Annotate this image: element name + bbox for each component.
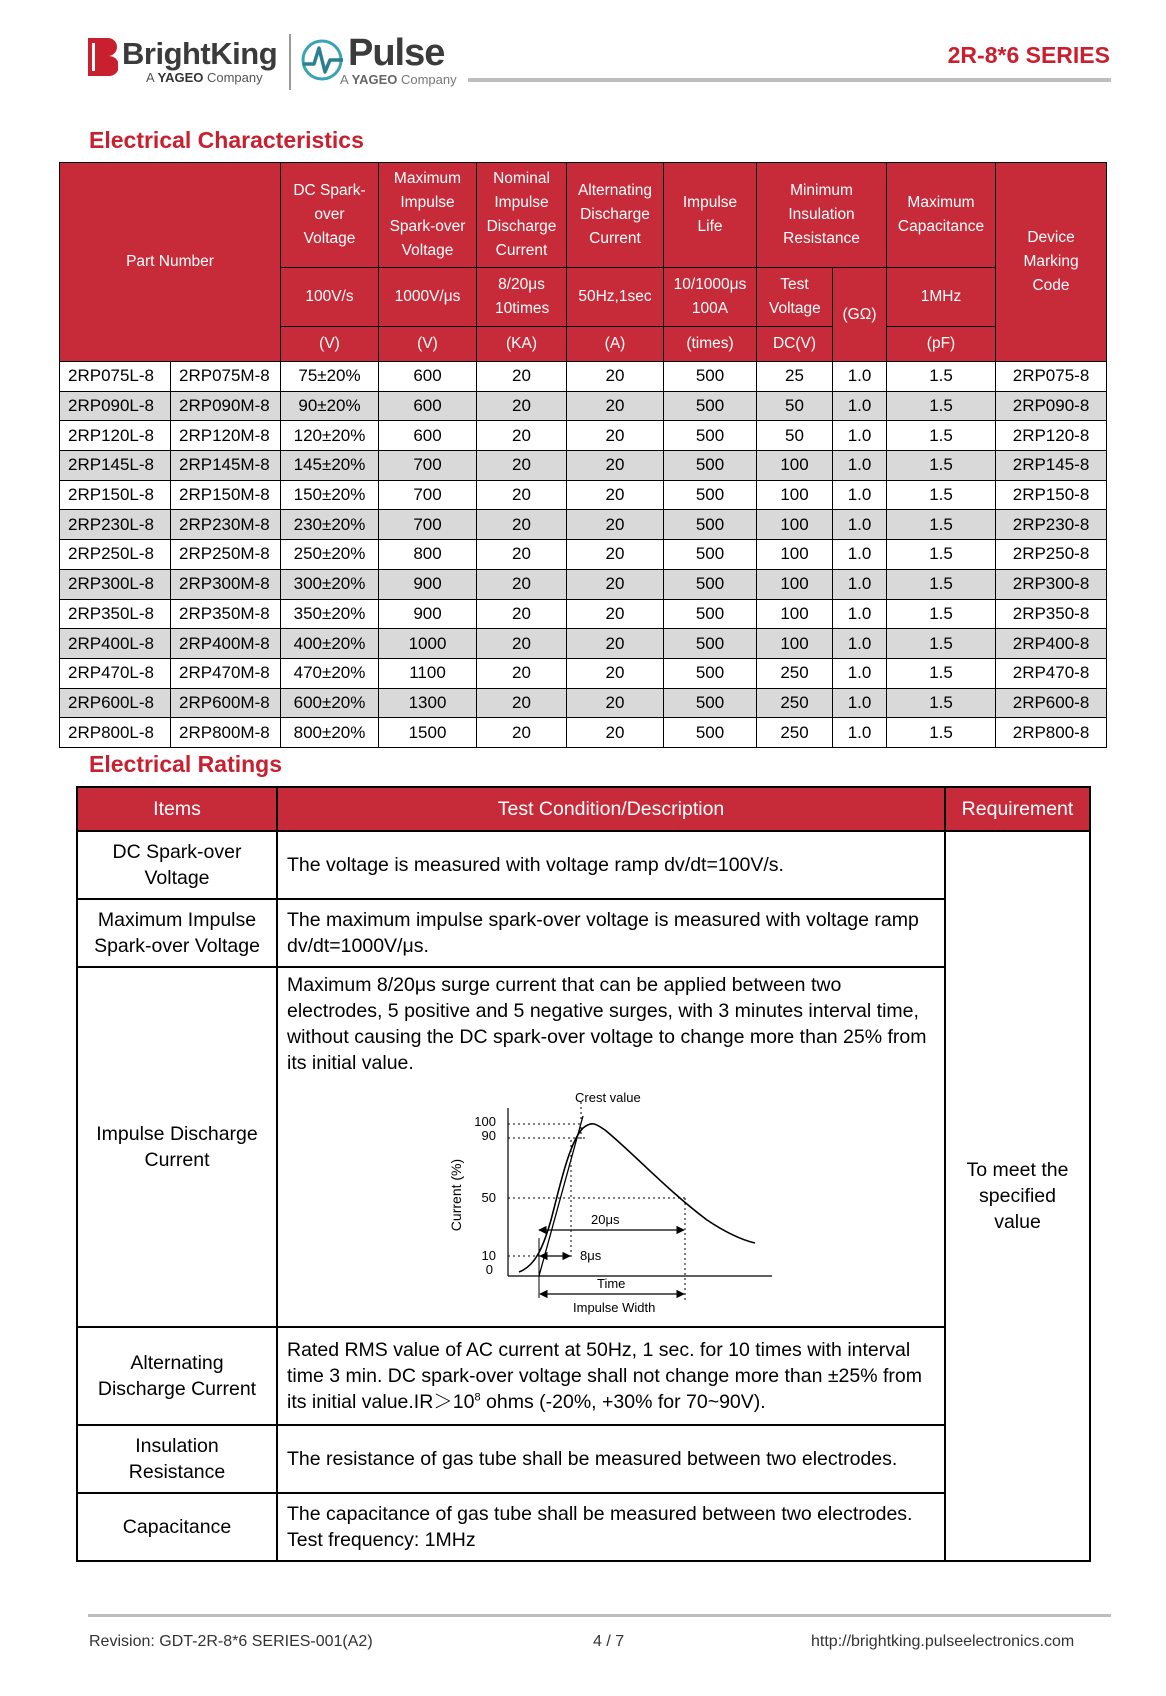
cell-max-impulse: 700 [379,451,477,481]
ratings-table [76,786,1091,1562]
cell-alternating: 20 [567,391,664,421]
cell-part-l: 2RP350L-8 [60,599,171,629]
cell-capacitance: 1.5 [887,480,996,510]
cell-max-impulse: 800 [379,540,477,570]
cell-dc-sparkover: 250±20% [281,540,379,570]
cell-part-l: 2RP150L-8 [60,480,171,510]
cell-part-l: 2RP400L-8 [60,629,171,659]
cell-test-voltage: 100 [757,480,833,510]
crest-label: Crest value [575,1090,641,1105]
tick-100: 100 [474,1114,496,1129]
cell-test-voltage: 250 [757,658,833,688]
cell-alternating: 20 [567,480,664,510]
cell-max-impulse: 600 [379,362,477,392]
cell-impulse-life: 500 [664,480,757,510]
cell-impulse-life: 500 [664,569,757,599]
table-row [60,718,1107,748]
cell-test-voltage: 100 [757,629,833,659]
table-row [60,688,1107,718]
cell-part-l: 2RP300L-8 [60,569,171,599]
cell-impulse-life: 500 [664,362,757,392]
table-row [60,391,1107,421]
logo-separator [289,34,291,90]
desc-dc-sparkover: The voltage is measured with voltage ramp dv/dt=100V/s. [277,831,945,899]
cell-part-l: 2RP470L-8 [60,658,171,688]
cell-nominal-impulse: 20 [477,451,567,481]
rating-row-alternating [77,1327,1090,1425]
cell-impulse-life: 500 [664,391,757,421]
desc-insulation: The resistance of gas tube shall be measured between two electrodes. [277,1425,945,1493]
min-insulation-header: Minimum Insulation Resistance [757,163,887,268]
item-alternating: Alternating Discharge Current [77,1327,277,1425]
cell-max-impulse: 900 [379,569,477,599]
cell-max-impulse: 1300 [379,688,477,718]
cell-impulse-life: 500 [664,451,757,481]
cell-max-impulse: 900 [379,599,477,629]
cell-capacitance: 1.5 [887,421,996,451]
brightking-logo [88,36,288,88]
cell-impulse-life: 500 [664,658,757,688]
cell-marking: 2RP145-8 [996,451,1107,481]
characteristics-table [59,162,1107,748]
table-row [60,658,1107,688]
series-title: 2R-8*6 SERIES [947,42,1110,68]
cell-alternating: 20 [567,510,664,540]
cell-marking: 2RP250-8 [996,540,1107,570]
characteristics-body [60,362,1107,748]
tick-50: 50 [481,1190,496,1205]
cond-cap: 1MHz [887,268,996,327]
cell-test-voltage: 250 [757,718,833,748]
unit-dc: (V) [281,327,379,362]
cell-insulation: 1.0 [833,629,887,659]
cell-marking: 2RP230-8 [996,510,1107,540]
cell-alternating: 20 [567,362,664,392]
cell-part-m: 2RP300M-8 [171,569,281,599]
cell-part-m: 2RP230M-8 [171,510,281,540]
items-header: Items [77,787,277,831]
test-condition-header: Test Condition/Description [277,787,945,831]
cell-part-l: 2RP250L-8 [60,540,171,570]
dc-sparkover-header: DC Spark-over Voltage [281,163,379,268]
cell-capacitance: 1.5 [887,688,996,718]
cell-insulation: 1.0 [833,569,887,599]
cell-max-impulse: 600 [379,421,477,451]
cell-test-voltage: 100 [757,599,833,629]
cell-alternating: 20 [567,718,664,748]
brightking-name: BrightKing [122,36,278,71]
cell-alternating: 20 [567,599,664,629]
cell-insulation: 1.0 [833,599,887,629]
cell-dc-sparkover: 600±20% [281,688,379,718]
cell-max-impulse: 700 [379,510,477,540]
cell-marking: 2RP300-8 [996,569,1107,599]
tick-10: 10 [481,1248,496,1263]
requirement-header: Requirement [945,787,1090,831]
cell-dc-sparkover: 75±20% [281,362,379,392]
requirement-cell: To meet the specified value [945,831,1090,1561]
cell-alternating: 20 [567,688,664,718]
item-max-impulse: Maximum Impulse Spark-over Voltage [77,899,277,967]
cell-impulse-life: 500 [664,599,757,629]
cell-nominal-impulse: 20 [477,362,567,392]
cell-part-m: 2RP120M-8 [171,421,281,451]
cell-part-m: 2RP075M-8 [171,362,281,392]
cell-nominal-impulse: 20 [477,391,567,421]
front-line [539,1116,583,1276]
cell-part-l: 2RP075L-8 [60,362,171,392]
unit-nom: (KA) [477,327,567,362]
cond-life: 10/1000μs 100A [664,268,757,327]
cell-part-m: 2RP600M-8 [171,688,281,718]
rating-row-capacitance [77,1493,1090,1561]
cell-capacitance: 1.5 [887,569,996,599]
nominal-impulse-header: Nominal Impulse Discharge Current [477,163,567,268]
cell-dc-sparkover: 120±20% [281,421,379,451]
cell-insulation: 1.0 [833,688,887,718]
table-row [60,451,1107,481]
cell-marking: 2RP600-8 [996,688,1107,718]
cell-insulation: 1.0 [833,451,887,481]
impulse-life-header: Impulse Life [664,163,757,268]
brightking-tagline: A YAGEO Company [146,70,263,85]
cell-test-voltage: 100 [757,451,833,481]
label-time: Time [597,1276,626,1291]
header-row-1 [60,163,1107,268]
cond-alt: 50Hz,1sec [567,268,664,327]
cell-nominal-impulse: 20 [477,629,567,659]
cell-marking: 2RP470-8 [996,658,1107,688]
cell-nominal-impulse: 20 [477,688,567,718]
cell-marking: 2RP075-8 [996,362,1107,392]
cell-insulation: 1.0 [833,391,887,421]
cond-nom: 8/20μs 10times [477,268,567,327]
desc-capacitance: The capacitance of gas tube shall be measured between two electrodes. Test frequency: 1MHz [277,1493,945,1561]
max-impulse-header: Maximum Impulse Spark-over Voltage [379,163,477,268]
cell-dc-sparkover: 800±20% [281,718,379,748]
cell-marking: 2RP120-8 [996,421,1107,451]
cell-max-impulse: 700 [379,480,477,510]
cell-nominal-impulse: 20 [477,569,567,599]
cell-marking: 2RP400-8 [996,629,1107,659]
item-capacitance: Capacitance [77,1493,277,1561]
cell-part-m: 2RP145M-8 [171,451,281,481]
cell-max-impulse: 600 [379,391,477,421]
cell-part-l: 2RP120L-8 [60,421,171,451]
cell-capacitance: 1.5 [887,510,996,540]
cell-insulation: 1.0 [833,540,887,570]
table-row [60,362,1107,392]
cond-test: Test Voltage [757,268,833,327]
cell-part-m: 2RP250M-8 [171,540,281,570]
cell-capacitance: 1.5 [887,718,996,748]
cell-nominal-impulse: 20 [477,421,567,451]
cell-alternating: 20 [567,451,664,481]
footer-url[interactable]: http://brightking.pulseelectronics.com [811,1633,1075,1650]
cell-max-impulse: 1000 [379,629,477,659]
table-row [60,510,1107,540]
cell-test-voltage: 100 [757,540,833,570]
cell-capacitance: 1.5 [887,391,996,421]
cell-capacitance: 1.5 [887,451,996,481]
cell-insulation: 1.0 [833,362,887,392]
desc-alternating: Rated RMS value of AC current at 50Hz, 1 sec. for 10 times with interval time 3 min. DC spark-over voltage shall not change more than ±25% from its initial $value.IR>10^8$ ohms (-20%, +30% for 70~90V). [277,1327,945,1425]
unit-imp: (V) [379,327,477,362]
cell-marking: 2RP350-8 [996,599,1107,629]
cell-dc-sparkover: 145±20% [281,451,379,481]
header-rule [468,78,1111,82]
cell-dc-sparkover: 350±20% [281,599,379,629]
table-row [60,599,1107,629]
impulse-description-text: Maximum 8/20μs surge current that can be applied between two electrodes, 5 positive and 5 negative surges, with 3 minutes interval time, without causing the DC spark-over voltage to change more than 25% from its initial value. [287,974,927,1074]
ratings-title: Electrical Ratings [89,751,283,777]
cell-marking: 2RP150-8 [996,480,1107,510]
unit-cap: (pF) [887,327,996,362]
tick-90: 90 [481,1128,496,1143]
item-dc-sparkover: DC Spark-over Voltage [77,831,277,899]
cell-dc-sparkover: 150±20% [281,480,379,510]
cell-insulation: 1.0 [833,480,887,510]
cell-dc-sparkover: 470±20% [281,658,379,688]
table-row [60,480,1107,510]
rating-row-max-impulse [77,899,1090,967]
pulse-name: Pulse [348,32,445,74]
cell-part-m: 2RP800M-8 [171,718,281,748]
characteristics-title: Electrical Characteristics [89,127,364,153]
cell-part-l: 2RP090L-8 [60,391,171,421]
table-row [60,569,1107,599]
max-capacitance-header: Maximum Capacitance [887,163,996,268]
label-8us: 8μs [580,1248,602,1263]
cell-part-m: 2RP350M-8 [171,599,281,629]
cell-test-voltage: 100 [757,510,833,540]
cell-capacitance: 1.5 [887,658,996,688]
unit-life: (times) [664,327,757,362]
cell-test-voltage: 50 [757,391,833,421]
cell-impulse-life: 500 [664,629,757,659]
unit-alt: (A) [567,327,664,362]
footer-rule [88,1614,1111,1617]
unit-test: DC(V) [757,327,833,362]
cell-marking: 2RP800-8 [996,718,1107,748]
cell-part-l: 2RP230L-8 [60,510,171,540]
cell-part-m: 2RP400M-8 [171,629,281,659]
cell-impulse-life: 500 [664,421,757,451]
cond-dc: 100V/s [281,268,379,327]
waveform-ylabel: Current (%) [448,1158,464,1232]
cell-capacitance: 1.5 [887,599,996,629]
table-row [60,540,1107,570]
item-impulse-discharge: Impulse Discharge Current [77,967,277,1327]
footer-revision: Revision: GDT-2R-8*6 SERIES-001(A2) [89,1633,373,1650]
cell-marking: 2RP090-8 [996,391,1107,421]
cell-nominal-impulse: 20 [477,540,567,570]
cell-insulation: 1.0 [833,658,887,688]
cell-part-m: 2RP470M-8 [171,658,281,688]
cell-part-l: 2RP145L-8 [60,451,171,481]
cell-part-m: 2RP150M-8 [171,480,281,510]
label-20us: 20μs [591,1212,620,1227]
cell-capacitance: 1.5 [887,362,996,392]
cell-test-voltage: 25 [757,362,833,392]
impulse-waveform-diagram [287,1080,937,1326]
marking-header: Device Marking Code [996,163,1107,362]
item-insulation: Insulation Resistance [77,1425,277,1493]
cell-alternating: 20 [567,569,664,599]
desc-max-impulse: The maximum impulse spark-over voltage is measured with voltage ramp dv/dt=1000V/μs. [277,899,945,967]
cell-max-impulse: 1100 [379,658,477,688]
brightking-b-icon [88,38,118,76]
cell-part-l: 2RP800L-8 [60,718,171,748]
table-row [60,629,1107,659]
cell-insulation: 1.0 [833,421,887,451]
cell-alternating: 20 [567,629,664,659]
cell-nominal-impulse: 20 [477,599,567,629]
ratings-header-row [77,787,1090,831]
cell-impulse-life: 500 [664,718,757,748]
cell-dc-sparkover: 230±20% [281,510,379,540]
cell-capacitance: 1.5 [887,629,996,659]
desc-impulse-discharge [277,967,945,1327]
cell-part-m: 2RP090M-8 [171,391,281,421]
cell-dc-sparkover: 300±20% [281,569,379,599]
cell-part-l: 2RP600L-8 [60,688,171,718]
cell-nominal-impulse: 20 [477,718,567,748]
pulse-tagline: A YAGEO Company [340,72,457,87]
cell-insulation: 1.0 [833,718,887,748]
pulse-logo [300,34,470,90]
cell-nominal-impulse: 20 [477,510,567,540]
cell-test-voltage: 250 [757,688,833,718]
cell-capacitance: 1.5 [887,540,996,570]
label-impulse-width: Impulse Width [573,1300,656,1315]
cell-dc-sparkover: 90±20% [281,391,379,421]
rating-row-impulse [77,967,1090,1327]
cell-impulse-life: 500 [664,510,757,540]
part-number-header: Part Number [60,163,281,362]
cell-impulse-life: 500 [664,540,757,570]
rating-row-dc [77,831,1090,899]
cell-dc-sparkover: 400±20% [281,629,379,659]
table-row [60,421,1107,451]
cell-impulse-life: 500 [664,688,757,718]
cell-nominal-impulse: 20 [477,658,567,688]
unit-res: (GΩ) [833,268,887,362]
cell-alternating: 20 [567,540,664,570]
cell-nominal-impulse: 20 [477,480,567,510]
cell-alternating: 20 [567,658,664,688]
alternating-header: Alternating Discharge Current [567,163,664,268]
cell-insulation: 1.0 [833,510,887,540]
rating-row-insulation [77,1425,1090,1493]
footer-page-number: 4 / 7 [593,1633,625,1650]
cond-imp: 1000V/μs [379,268,477,327]
cell-alternating: 20 [567,421,664,451]
cell-test-voltage: 50 [757,421,833,451]
cell-max-impulse: 1500 [379,718,477,748]
cell-test-voltage: 100 [757,569,833,599]
tick-0: 0 [485,1262,493,1277]
